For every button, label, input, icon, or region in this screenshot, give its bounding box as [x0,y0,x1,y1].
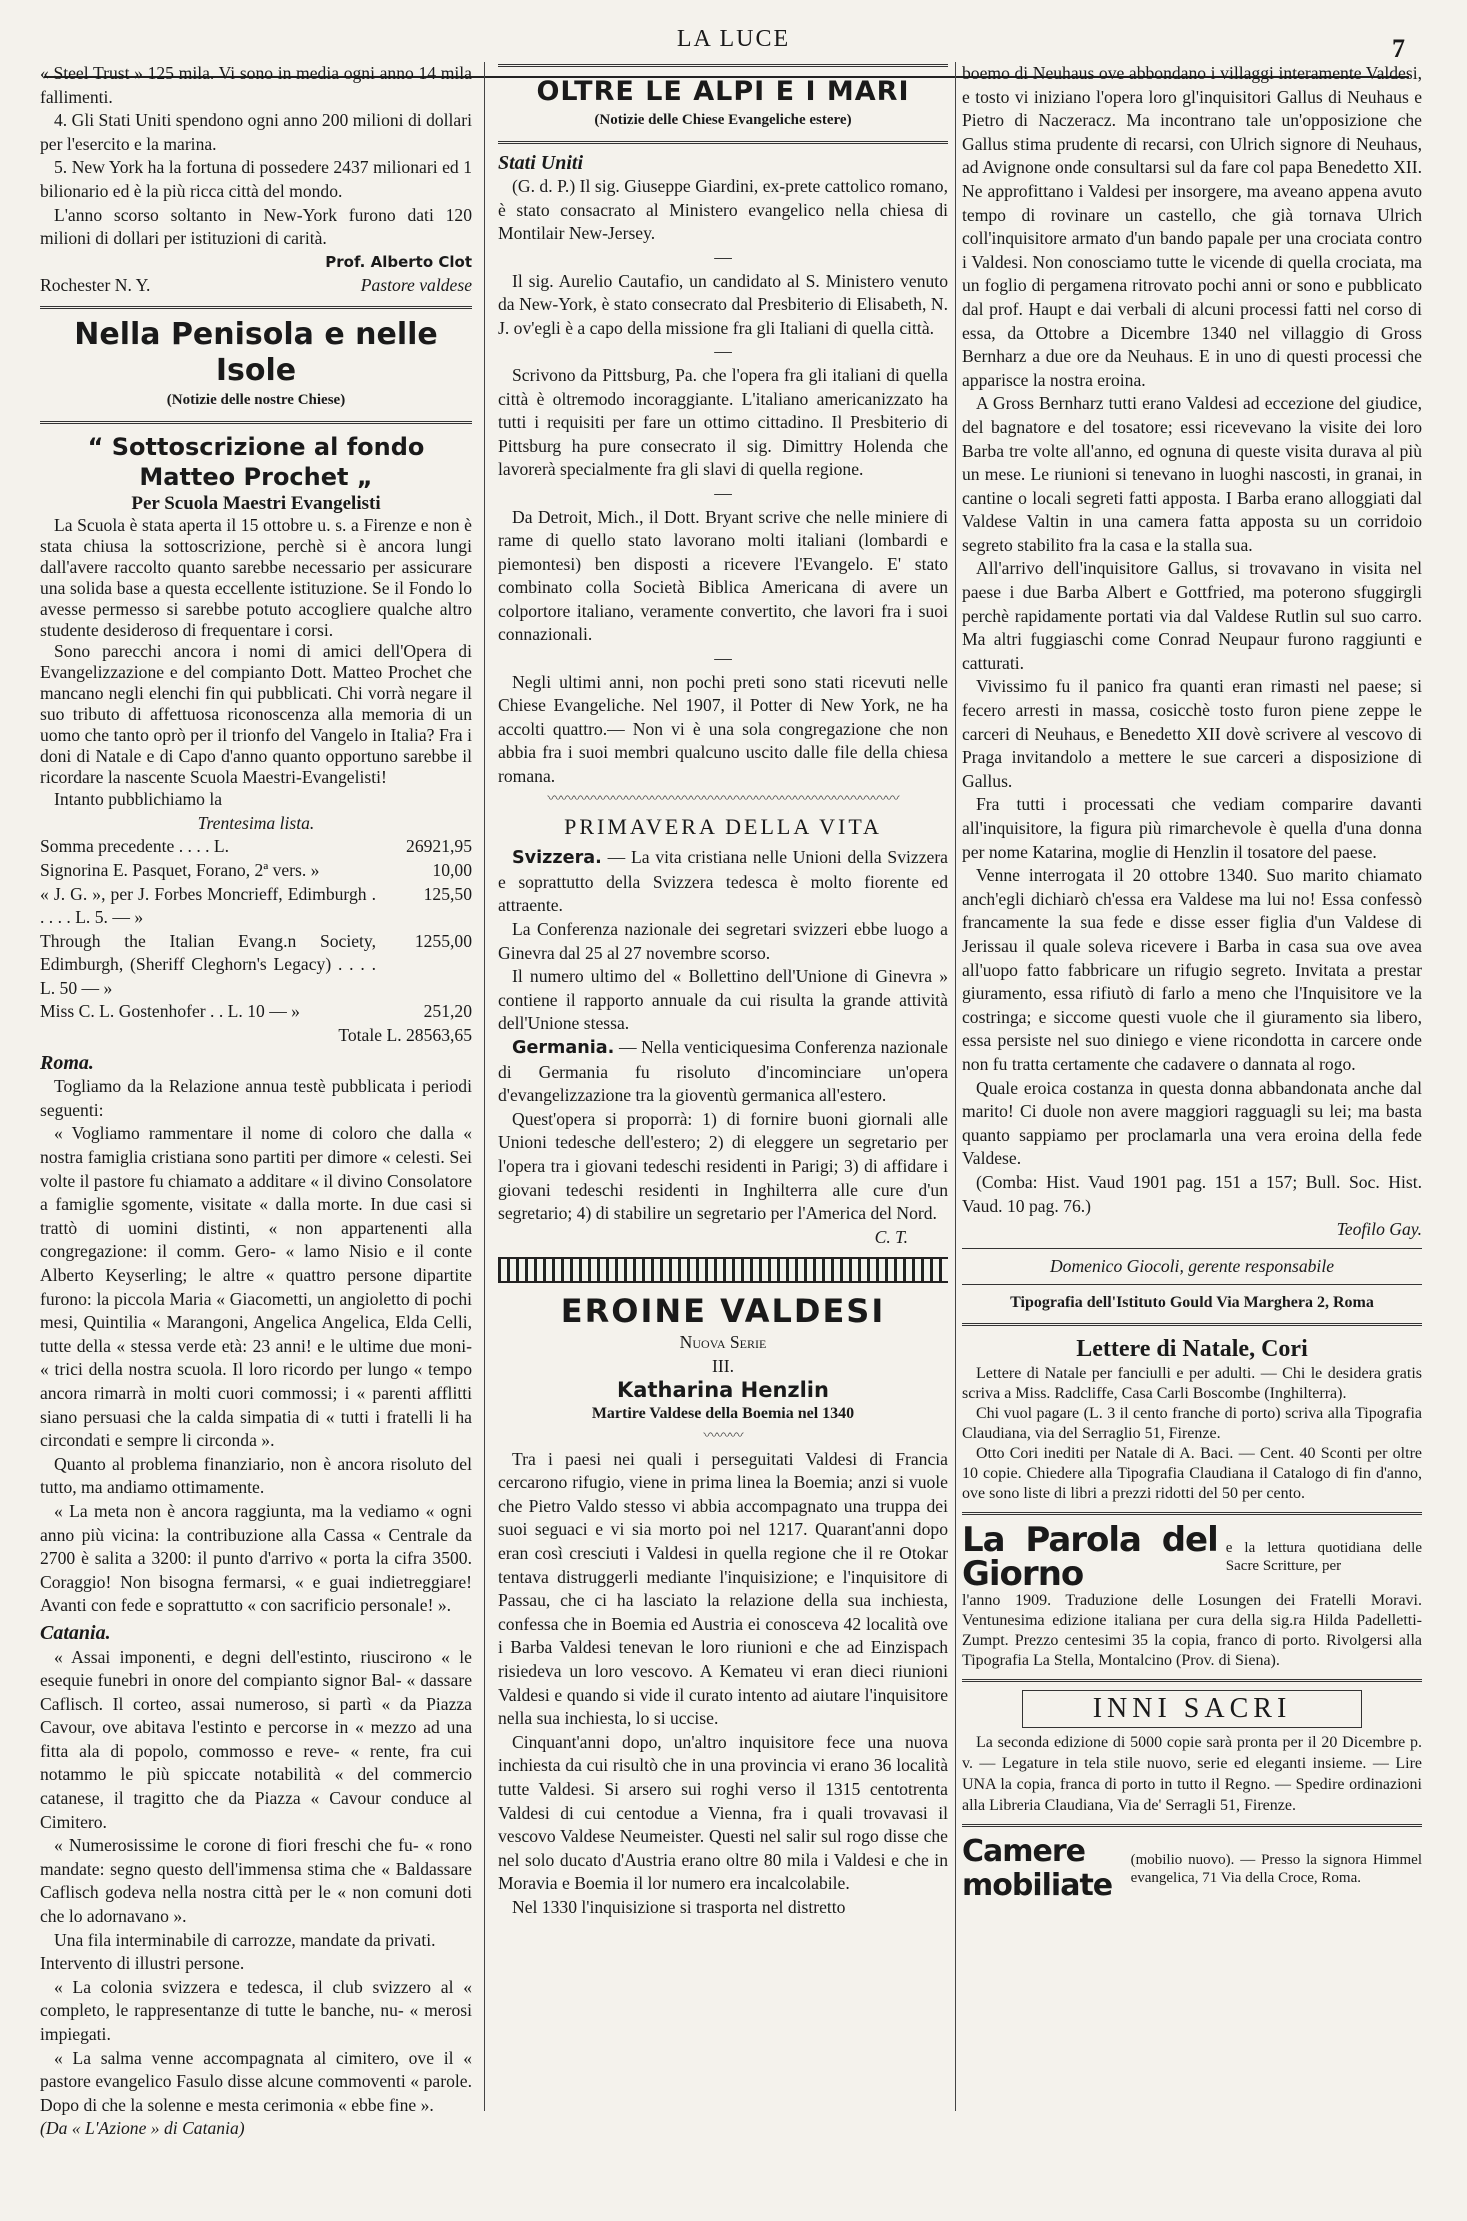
section-rule [498,141,948,144]
paragraph: Intervento di illustri persone. [40,1953,245,1974]
paragraph: Il numero ultimo del « Bollettino dell'Unione di Ginevra » contiene il rapporto annuale da cui risulta la grande attività dell'Unione stessa. [498,966,948,1034]
separator: — [714,341,732,362]
paragraph: La Scuola è stata aperta il 15 ottobre u. s. a Firenze e non è stata chiusa la sottoscrizione, perchè si è ancora lungi dall'avere raccolto quanto sarebbe necessario per assicurare una solida base a questa eccellente istituzione. Se il Fondo lo avesse permesso si sarebbe potuto accogliere qualche altro studente desideroso di frequentare i corsi. [40,515,472,641]
paragraph: Venne interrogata il 20 ottobre 1340. Suo marito chiamato anch'egli dichiarò ch'essa era Valdese ma lui no! Essa confessò francamente la sua fede e disse esser figlia d'un Valdese di Jerissau il quale soleva ricevere i Barba in casa sua ove avea all'uopo fatto fabbricare un rifugio segreto. Invitata a prestar giuramento, essa rifiutò di farlo a meno che l'Inquisitore ve la costringa; e siccome questi vuole che il giuramento sia libero, essa persiste nel suo diniego e viene ricondotta in carcere onde non fu tratta certamente che cadavere o dannata al rogo. [962,865,1422,1074]
section-subtitle: (Notizie delle Chiese Evangeliche estere) [594,112,852,128]
ad-lettere-title: Lettere di Natale, Cori [1076,1335,1308,1362]
author-signature: Teofilo Gay. [1336,1219,1422,1240]
catania-title: Catania. [40,1621,111,1644]
paragraph: All'arrivo dell'inquisitore Gallus, si trovavano in visita nel paese i due Barba Albert e Gottfried, ma poterono sfuggirgli perchè rapidamente portati via dal Valdese Rutlin sul suo carro. Ma altri fuggiaschi come Conrad Neupaur furono raggiunti e catturati. [962,558,1422,673]
paragraph: « La meta non è ancora raggiunta, ma la vediamo « ogni anno più vicina: la contribuzione alla Cassa « Centrale da 2700 è salita a 3200: il punto d'arrivo « porta la cifra 3500. Coraggio! Non bisogna fermarsi, « e guai indietreggiare! Avanti con fede e soprattutto « con sacrificio personale! ». [40,1500,472,1616]
column-3 [962,62,1422,1903]
paragraph: (Comba: Hist. Vaud 1901 pag. 151 a 157; Bull. Soc. Hist. Vaud. 10 pag. 76.) [962,1171,1422,1216]
paragraph: « Steel Trust » 125 mila. Vi sono in media ogni anno 14 mila fallimenti. [40,63,472,107]
fund-subtitle: Per Scuola Maestri Evangelisti [131,492,381,514]
paragraph: « Numerosissime le corone di fiori freschi che fu- « rono mandate: segno questo dell'immensa stima che « Baldassare Caflisch godeva nella nostra città per le « non comuni doti che lo adornavano ». [40,1835,472,1927]
ad-paragraph: l'anno 1909. Traduzione delle Losungen dei Fratelli Moravi. Ventunesima edizione italiana per cura della sig.ra Hilda Padelletti-Zumpt. Prezzo centesimi 35 la copia, franco di porto. Rivolgersi alla Tipografia La Stella, Montalcino (Prov. di Siena). [962,1591,1422,1669]
section-title: OLTRE LE ALPI E I MARI [536,76,910,107]
paragraph: « Assai imponenti, e degni dell'estinto, riuscirono « le esequie funebri in onore del compianto signor Bal- « dassare Caflisch. Il corteo, assai numeroso, si partì « da Piazza Cavour, ove abitava l'estinto e percorse in « mezzo ad una fitta ala di popolo, commosso e reve- « rente, fra cui notammo le più spiccate notabilità « del commercio catanese, il tragitto che da Piazza « Cavour conduce al Cimitero. [40,1646,472,1832]
section-subtitle: (Notizie delle nostre Chiese) [166,391,346,408]
rule [962,1248,1422,1249]
list-row: Miss C. L. Gostenhofer . . L. 10 — » 251,20 [40,1001,472,1022]
paragraph: Sono parecchi ancora i nomi di amici dell'Opera di Evangelizzazione e del compianto Dott. Matteo Prochet che mancano negli elenchi fin qui pubblicati. Chi vorrà negare il suo tributo di affettuosa riconoscenza alla memoria di un uomo che tanto oprò per il trionfo del Vangelo in Italia? Fra i doni di Natale e di Capo d'anno quanto opportuno sarebbe il ricordare la nascente Scuola Maestri-Evangelisti! [40,641,472,788]
rule [962,1824,1422,1827]
paragraph: « La salma venne accompagnata al cimitero, ove il « pastore evangelico Fasulo disse alcune commoventi « parole. Dopo di che la solenne e mesta cerimonia « ebbe fine ». [40,2047,472,2115]
rule [962,1679,1422,1682]
ornamental-band [498,1257,948,1283]
rule [962,1323,1422,1326]
separator: — [714,648,732,669]
gerente-line: Domenico Giocoli, gerente responsabile [1049,1255,1335,1276]
column-1 [40,62,472,2141]
signature-role: Pastore valdese [360,275,472,296]
eroine-name: Katharina Henzlin [617,1377,829,1402]
column-divider [955,62,956,2111]
tipografia-line: Tipografia dell'Istituto Gould Via Marghera 2, Roma [1010,1294,1374,1312]
roma-title: Roma. [40,1051,94,1074]
paragraph: Intanto pubblichiamo la [54,789,223,810]
list-total: Totale L. 28563,65 [338,1025,472,1046]
wavy-divider: 〰〰〰〰〰〰〰〰〰〰〰〰〰〰〰〰〰〰〰〰〰〰〰〰〰〰〰 [547,791,899,807]
eroine-series: Nuova Serie [679,1332,767,1353]
ad-parola-side: e la lettura quotidiana delle Sacre Scritture, per [1225,1539,1422,1574]
signature-name: Prof. Alberto Clot [325,252,472,271]
ad-paragraph: Lettere di Natale per fanciulli e per adulti. — Chi le desidera gratis scriva a Miss. Radcliffe, Casa Carli Boscombe (Inghilterra). [962,1364,1422,1402]
section-rule [498,64,948,67]
paragraph: La Conferenza nazionale dei segretari svizzeri ebbe luogo a Ginevra dal 25 al 27 novembre scorso. [498,919,948,963]
place: Rochester N. Y. [40,275,151,296]
paragraph: — Nella venticiquesima Conferenza nazionale di Germania fu risoluto d'incominciare un'opera d'evangelizzazione tra la gioventù germanica all'estero. [498,1036,948,1106]
paragraph: Quanto al problema finanziario, non è ancora risoluto del tutto, ma andiamo ottimamente. [40,1453,472,1498]
newspaper-title: LA LUCE [676,26,791,52]
paragraph: Togliamo da la Relazione annua testè pubblicata i periodi seguenti: [40,1076,472,1120]
svizzera-label: Svizzera. [512,848,602,869]
paragraph: Quest'opera si proporrà: 1) di fornire buoni giornali alle Unioni tedesche dell'estero; 2) di eleggere un segretario per l'opera tra i giovani tedeschi residenti in Parigi; 3) di affidare i giovani tedeschi residenti in Inghilterra alle cure d'un segretario; 4) di stabilire un segretario per l'America del Nord. [498,1108,948,1224]
ad-paragraph: La seconda edizione di 5000 copie sarà pronta per il 20 Dicembre p. v. — Legature in tela stile nuovo, serie ed eleganti insieme. — Lire UNA la copia, franca di porto in tutto il Regno. — Spedire ordinazioni alla Libreria Claudiana, Via de' Serragli 51, Firenze. [962,1733,1422,1814]
germania-label: Germania. [512,1037,615,1058]
eroine-subtitle: Martire Valdese della Boemia nel 1340 [591,1405,855,1423]
page-number: 7 [1392,34,1405,63]
page-header [0,22,1467,62]
list-row: Somma precedente . . . . L. 26921,95 [40,836,472,857]
paragraph: A Gross Bernharz tutti erano Valdesi ad eccezione del giudice, del bagnatore e del tosatore; essi ricevevano la visite dei loro Barba tre volte all'anno, ed ognuna di queste visita durava al più un mese. Le riunioni si tenevano in luoghi nascosti, in granai, in cantine o locali segreti fatti apposta. I Barba erano alloggiati dal Valdese Valtin in una camera fatta apposta su un corridoio segreto stabilito fra la casa e la stalla sua. [962,393,1422,555]
paragraph: Cinquant'anni dopo, un'altro inquisitore fece una nuova inchiesta da cui risultò che in una provincia vi erano 36 località tutte Valdesi. Si arsero sui roghi verso il 1315 centotrenta Valdesi di cui centodue a Vienna, fra i quali trovavasi il vescovo Valdese Neumeister. Questi nel salir sul rogo disse che nel solo ducato d'Austria erano oltre 80 mila i Valdesi e che in Moravia e Boemia il lor numero era incalcolabile. [498,1731,948,1894]
paragraph: Tra i paesi nei quali i perseguitati Valdesi di Francia cercarono rifugio, viene in prima linea la Boemia; anzi si vuole che Pietro Valdo stesso vi abbia accompagnato una truppa dei suoi seguaci e vi sia morto poi nel 1217. Quarant'anni dopo eran così cresciuti i Valdesi in quella regione che il re Otokar tentava distruggerli mediante l'inquisizione; e l'inquisitore di Passau, che ci ha lasciato la relazione della sua inchiesta, confessa che in Boemia ed Austria ei conosceva 42 località ove i Barba Valdesi tenevan le loro riunioni e che ad Einzispach risiedeva un loro vescovo. A Kemateu vi eran dieci riunioni Valdesi e quando si vide il curato intento ad aiutare l'inquisitore nella sua inchiesta, lo si uccise. [498,1448,948,1729]
ad-parola-title: La Parola del Giorno [962,1519,1218,1594]
fund-title: “ Sottoscrizione al fondo Matteo Prochet „ [87,432,425,491]
section-rule [40,306,472,309]
list-row: Signorina E. Pasquet, Forano, 2ª vers. » 10,00 [40,859,472,880]
column-2 [498,62,948,1920]
source-note: (Da « L'Azione » di Catania) [40,2118,245,2139]
paragraph: « Vogliamo rammentare il nome di coloro che dalla « nostra famiglia cristiana sono partiti per dimore « celesti. Sei volte il pastore fu chiamato a additare « il divino Consolatore a famiglie sgomente, visitate « dalla morte. In due casi si trattò di uomini distinti, « non appartenenti alla congregazione: il comm. Gero- « lamo Nisio e il conte Alberto Keyserling; le altre « quattro persone dipartite furono: la piccola Maria « Giacometti, un angioletto di pochi mesi, Quintilia « Marangoni, Angelica Angelica, Elda Celli, tutte della « stessa verde età: 23 anni! e le ultime due moni- « trici della nostra scuola. Il loro ricordo per lungo « tempo ancora rimarrà in molti cuori commossi; i « parenti afflitti siano persuasi che la calda simpatia di « tutti i fratelli li ha circondati e sempre li circonda ». [40,1123,472,1451]
section-title: Nella Penisola e nelle Isole [74,316,438,388]
list-title: Trentesima lista. [197,812,315,833]
paragraph: — La vita cristiana nelle Unioni della Svizzera e soprattutto della Svizzera tedesca è molto fiorente ed attraente. [498,847,948,916]
eroine-number: III. [712,1355,734,1376]
paragraph: Scrivono da Pittsburg, Pa. che l'opera fra gli italiani di quella città è oltremodo incoraggiante. L'italiano americanizzato ha tutti i requisiti per fare un ottimo cittadino. Il Presbiterio di Pittsburg ha pure consecrato il sig. Dimittry Holenda che lavorerà specialmente fra gli slavi di quella regione. [498,364,948,480]
column-divider [484,62,485,2111]
separator: — [714,246,732,267]
ad-inni-title: INNI SACRI [1022,1690,1362,1728]
rule [962,1512,1422,1515]
ad-paragraph: Chi vuol pagare (L. 3 il cento franche di porto) scriva alla Tipografia Claudiana, via del Serraglio 51, Firenze. [962,1404,1422,1442]
wavy-divider: 〰〰〰 [703,1428,743,1444]
paragraph: « La colonia svizzera e tedesca, il club svizzero al « completo, le rappresentanze di tutte le banche, nu- « merosi impiegati. [40,1976,472,2044]
paragraph: (G. d. P.) Il sig. Giuseppe Giardini, ex-prete cattolico romano, è stato consacrato al Ministero evangelico nella chiesa di Montilair New-Jersey. [498,176,948,244]
ad-camere-text: (mobilio nuovo). — Presso la signora Himmel evangelica, 71 Via della Croce, Roma. [1130,1851,1422,1886]
paragraph: L'anno scorso soltanto in New-York furono dati 120 milioni di dollari per istituzioni di carità. [40,204,472,249]
ad-paragraph: Otto Cori inediti per Natale di A. Baci. — Cent. 40 Sconti per oltre 10 copie. Chiedere alla Tipografia Claudiana il Catalogo di fin d'anno, ove sono liste di libri a prezzi ridotti del 50 per cento. [962,1444,1422,1502]
paragraph: Nel 1330 l'inquisizione si trasporta nel distretto [512,1896,846,1917]
primavera-title: PRIMAVERA DELLA VITA [564,813,882,839]
separator: — [714,482,732,503]
paragraph: Il sig. Aurelio Cautafio, un candidato al S. Ministero venuto da New-York, è stato consecrato dal Presbiterio di Elisabeth, N. J. ov'egli è a capo della missione fra gli Italiani di quella città. [498,270,948,338]
rule [962,1284,1422,1285]
ad-camere-title: Camere mobiliate [962,1833,1113,1903]
paragraph: boemo di Neuhaus ove abbondano i villaggi interamente Valdesi, e tosto vi iniziano l'opera loro gl'inquisitori Gallus di Neuhaus e Pietro di Naczeracz. Ma incontrano tale un'opposizione che Gallus stima prudente di recarsi, con Ulrich signore di Neuhaus, ad Avignone onde consultarsi sul da fare col papa Benedetto XII. Ne approfittano i Valdesi per insorgere, ma aveano appena avuto tempo di rovinare un castello, che già tornava Ulrich coll'inquisitore armato d'un bando papale per una crociata contro i Valdesi. Non conosciamo tutte le vicende di quella crociata, ma un foglio di pergamena ritrovato pochi anni or sono e pubblicato dal prof. Haupt e dai verbali di alcuni processi fatti nel corso di essa, da Ottobre a Dicembre 1340 nel villaggio di Gross Bernharz a due ore da Neuhaus. E in uno di questi processi che apparisce la nostra eroina. [962,63,1422,390]
section-rule [40,421,472,424]
paragraph: 5. New York ha la fortuna di possedere 2437 milionari ed 1 bilionario ed è la più ricca città del mondo. [40,157,472,201]
paragraph: Negli ultimi anni, non pochi preti sono stati ricevuti nelle Chiese Evangeliche. Nel 1907, il Potter di New York, ne ha accolti quattro.— Non vi è una sola congregazione che non abbia fra i suoi membri qualcuno uscito dalle file della chiesa romana. [498,671,948,787]
eroine-title: EROINE VALDESI [560,1292,886,1331]
list-row: « J. G. », per J. Forbes Moncrieff, Edimburgh . . . . . L. 5. — » 125,50 [40,883,472,928]
paragraph: Fra tutti i processati che vediam comparire davanti all'inquisitore, la figura più rimarchevole è quella d'una donna per nome Katarina, moglie di Henzlin il tosatore del paese. [962,794,1422,862]
paragraph: 4. Gli Stati Uniti spendono ogni anno 200 milioni di dollari per l'esercito e la marina. [40,110,472,154]
paragraph: Una fila interminabile di carrozze, mandate da privati. [54,1929,436,1950]
germania-signature: C. T. [874,1226,908,1247]
paragraph: Quale eroica costanza in questa donna abbandonata anche dal marito! Ci duole non avere maggiori ragguagli su lei; ma basta quanto sappiamo per proclamarla una vera eroina della fede Valdese. [962,1077,1422,1169]
list-row: Through the Italian Evang.n Society, Edimburgh, (Sheriff Cleghorn's Legacy) . . . . L. 50 — » 1255,00 [40,930,472,998]
paragraph: Da Detroit, Mich., il Dott. Bryant scrive che nelle miniere di rame di quello stato lavorano molti italiani (lombardi e piemontesi) ben disposti a ricevere l'Evangelo. E' stato combinato colla Società Biblica Americana di avere un colportore italiano, veramente convertito, che lavori fra i suoi connazionali. [498,506,948,645]
paragraph: Vivissimo fu il panico fra quanti eran rimasti nel paese; si fecero arresti in massa, cosicchè tosto furon piene zeppe le carceri di Neuhaus, e Benedetto XII dovè scrivere al vescovo di Praga invitandolo a mettere le sue carceri a disposizione di Gallus. [962,676,1422,791]
usa-title: Stati Uniti [498,151,584,174]
